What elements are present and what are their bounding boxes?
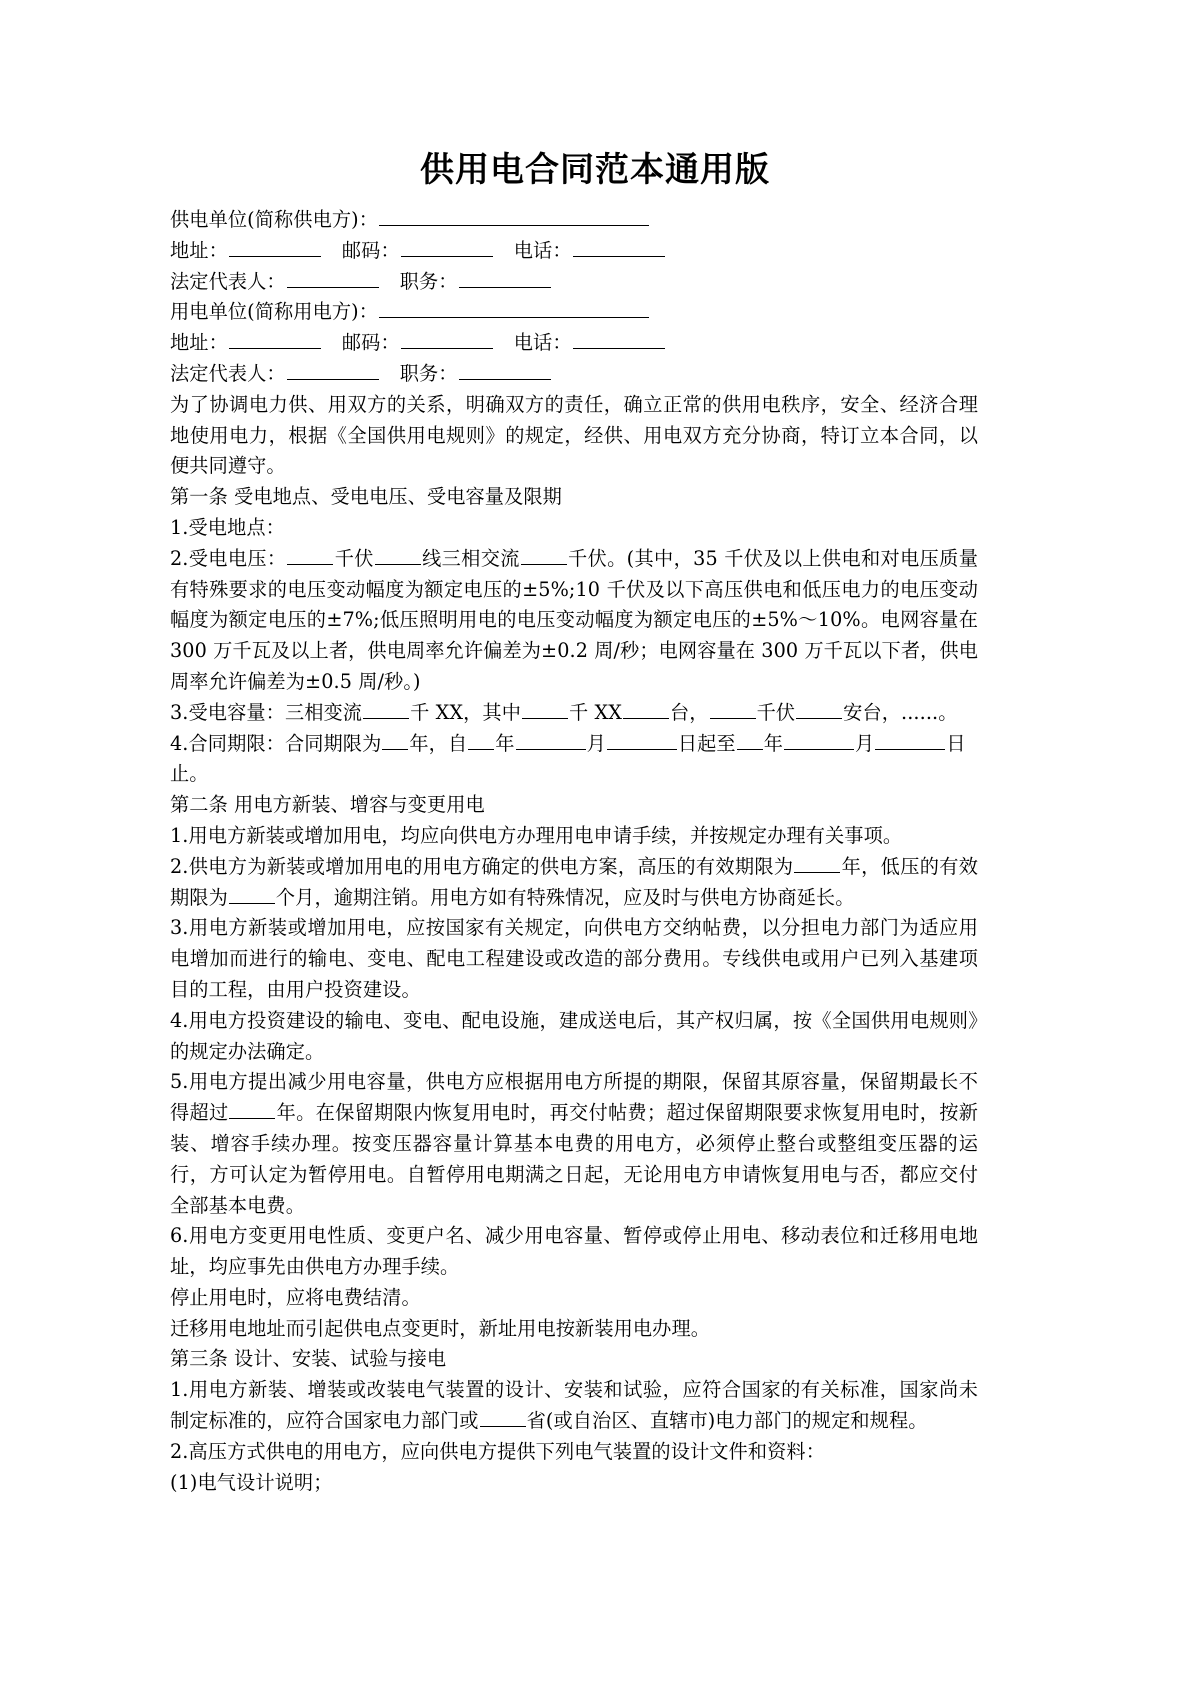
article-1-item-3-part-4: 台， [670,700,709,724]
article-heading-1: 第一条 受电地点、受电电压、受电容量及限期 [170,485,562,509]
consumer-postcode-blank[interactable] [401,330,493,349]
article-2-item-5-part-1: 5.用电方提出减少用电容量，供电方应根据用电方所提的期限，保留其原容量，保留期最长不得超过 [170,1070,978,1125]
article-2-item-6: 6.用电方变更用电性质、变更户名、减少用电容量、暂停或停止用电、移动表位和迁移用电地址，均应事先由供电方办理手续。 [170,1224,978,1279]
consumer-legal-rep-blank[interactable] [287,361,379,380]
address-label: 地址： [170,331,228,355]
postcode-label: 邮码： [341,238,400,262]
article-3-item-3: (1)电气设计说明； [170,1470,333,1494]
article-2-item-2-part-1: 2.供电方为新装或增加用电的用电方确定的供电方案，高压的有效期限为 [170,854,794,878]
province-blank[interactable] [480,1408,526,1427]
term-blank-5[interactable] [737,730,763,749]
article-2-item-2-part-2: 年，低压的有效期限为 [170,854,979,909]
article-1-item-4-part-6: 年 [763,731,784,755]
capacity-blank-3[interactable] [623,700,669,719]
field-supplier-contact [170,236,978,267]
supplier-blank[interactable] [379,207,649,226]
field-consumer-legal [170,359,978,390]
capacity-blank-1[interactable] [363,700,409,719]
article-1-item-3-part-2: 千 XX，其中 [410,700,521,724]
field-consumer-contact [170,328,978,359]
article-1-item-1: 1.受电地点： [170,515,285,539]
voltage-blank-2[interactable] [375,546,421,565]
supplier-label: 供电单位(简称供电方)： [170,208,379,231]
term-blank-2[interactable] [468,730,494,749]
capacity-blank-5[interactable] [796,700,842,719]
retention-years-blank[interactable] [229,1100,275,1119]
field-consumer [170,297,978,328]
preamble-paragraph: 为了协调电力供、用双方的关系，明确双方的责任，确立正常的供用电秩序，安全、经济合理地使用电力，根据《全国供用电规则》的规定，经供、用电双方充分协商，特订立本合同，以便共同遵守。 [170,392,978,478]
voltage-blank-3[interactable] [521,546,567,565]
term-blank-1[interactable] [382,730,408,749]
article-1-item-2-part-1: 2.受电电压： [170,546,287,570]
term-blank-6[interactable] [784,730,854,749]
article-1-item-4-part-7: 月 [855,731,875,755]
document-body [170,205,978,1498]
article-2-item-3: 3.用电方新装或增加用电，应按国家有关规定，向供电方交纳帖费，以分担电力部门为适应用电增加而进行的输电、变电、配电工程建设或改造的部分费用。专线供电或用户已列入基建项目的工程，由用户投资建设。 [170,916,978,1001]
article-1-item-4-part-8: 日止。 [170,731,966,786]
supplier-postcode-blank[interactable] [401,238,493,257]
article-1-item-4-part-4: 月 [586,731,606,755]
article-1-item-4-part-3: 年 [495,731,515,755]
article-2-item-7: 停止用电时，应将电费结清。 [170,1285,421,1309]
article-2-item-2-part-3: 个月，逾期注销。用电方如有特殊情况，应及时与供电方协商延长。 [275,885,855,909]
consumer-address-blank[interactable] [229,330,321,349]
supplier-address-blank[interactable] [229,238,321,257]
article-1-item-2-part-2: 千伏 [334,546,374,570]
article-3-item-1-part-2: 省(或自治区、直辖市)电力部门的规定和规程。 [526,1409,928,1433]
legal-rep-label: 法定代表人： [170,361,286,385]
supplier-phone-blank[interactable] [573,238,665,257]
position-label: 职务： [399,361,458,385]
consumer-phone-blank[interactable] [573,330,665,349]
term-blank-7[interactable] [875,730,945,749]
article-2-item-4: 4.用电方投资建设的输电、变电、配电设施，建成送电后，其产权归属，按《全国供用电规则》的规定办法确定。 [170,1008,978,1063]
article-1-item-3-part-6: 安台，......。 [843,700,958,724]
supplier-legal-rep-blank[interactable] [287,268,379,287]
legal-rep-label: 法定代表人： [170,269,286,293]
phone-label: 电话： [513,331,572,355]
address-label: 地址： [170,238,228,262]
article-1-item-3-part-5: 千伏 [756,700,796,724]
article-1-item-4-part-5: 日起至 [677,731,736,755]
article-1-item-3-part-1: 3.受电容量：三相变流 [170,700,363,724]
hv-validity-blank[interactable] [794,854,840,873]
article-1-item-2-part-4: 千伏。(其中，35 千伏及以上供电和对电压质量有特殊要求的电压变动幅度为额定电压的±5%;10 千伏及以下高压供电和低压电力的电压变动幅度为额定电压的±7%;低压照明用电的电压变动幅度为额定电压的±5%～10%。电网容量在 300 万千瓦及以上者，供电周率允许偏差为±0.2 周/秒；电网容量在 300 万千瓦以下者，供电周率允许偏差为±0.5 周/秒。) [170,546,978,693]
article-2-item-5-part-2: 年。在保留期限内恢复用电时，再交付帖费；超过保留期限要求恢复用电时，按新装、增容手续办理。按变压器容量计算基本电费的用电方，必须停止整台或整组变压器的运行，方可认定为暂停用电。自暂停用电期满之日起，无论用电方申请恢复用电与否，都应交付全部基本电费。 [170,1101,978,1217]
article-1-item-4 [170,729,978,791]
article-2-item-8: 迁移用电地址而引起供电点变更时，新址用电按新装用电办理。 [170,1316,711,1340]
phone-label: 电话： [513,238,572,262]
supplier-position-blank[interactable] [459,268,551,287]
voltage-blank-1[interactable] [287,546,333,565]
capacity-blank-4[interactable] [710,700,756,719]
article-3-item-2: 2.高压方式供电的用电方，应向供电方提供下列电气装置的设计文件和资料： [170,1439,825,1463]
article-3-item-1-part-1: 1.用电方新装、增装或改装电气装置的设计、安装和试验，应符合国家的有关标准，国家尚未制定标准的，应符合国家电力部门或 [170,1378,978,1433]
article-heading-2: 第二条 用电方新装、增容与变更用电 [170,793,485,817]
field-supplier-legal [170,267,978,298]
consumer-blank[interactable] [379,299,649,318]
article-2-item-2 [170,852,978,914]
article-2-item-1: 1.用电方新装或增加用电，均应向供电方办理用电申请手续，并按规定办理有关事项。 [170,823,903,847]
article-1-item-4-part-1: 4.合同期限：合同期限为 [170,731,382,755]
article-1-item-4-part-2: 年，自 [409,731,468,755]
position-label: 职务： [399,269,458,293]
term-blank-4[interactable] [607,730,677,749]
article-2-item-5 [170,1067,978,1221]
consumer-position-blank[interactable] [459,361,551,380]
article-1-item-3 [170,698,978,729]
article-heading-3: 第三条 设计、安装、试验与接电 [170,1347,447,1371]
page-title: 供用电合同范本通用版 [420,150,770,190]
capacity-blank-2[interactable] [522,700,568,719]
consumer-label: 用电单位(简称用电方)： [170,300,379,324]
lv-validity-blank[interactable] [229,884,275,903]
article-1-item-3-part-3: 千 XX [568,700,622,724]
article-1-item-2 [170,544,978,698]
article-3-item-1 [170,1375,978,1437]
postcode-label: 邮码： [341,331,400,355]
field-supplier [170,205,978,236]
term-blank-3[interactable] [516,730,586,749]
article-1-item-2-part-3: 线三相交流 [421,546,520,570]
